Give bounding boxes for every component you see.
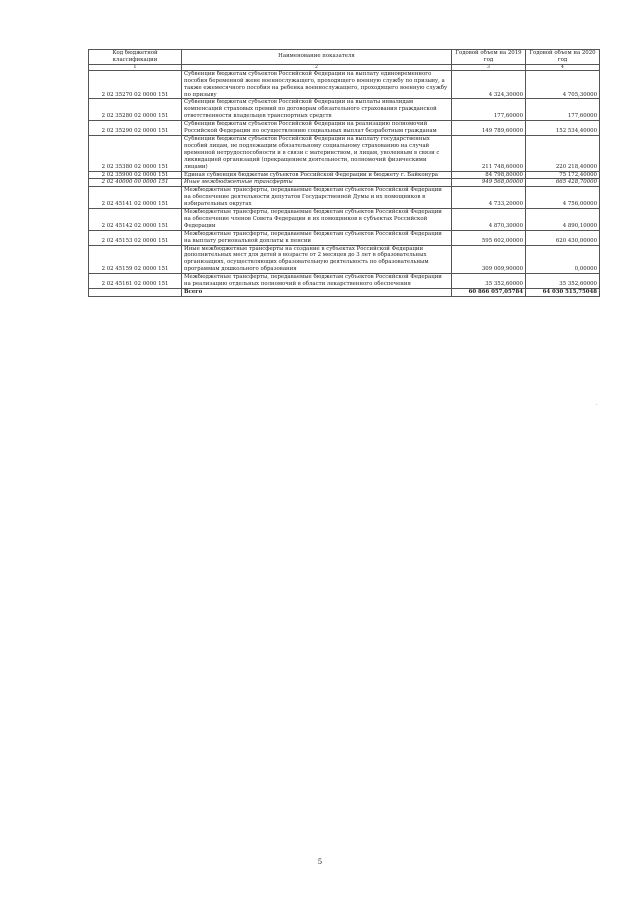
- header-2019: Годовой объем на 2019 год: [452, 50, 526, 65]
- value-2020-cell: 35 352,60000: [526, 274, 600, 289]
- value-2020-cell: 152 534,40000: [526, 121, 600, 136]
- value-2019-cell: 4 870,30000: [452, 209, 526, 231]
- total-code-cell: [89, 289, 182, 297]
- name-cell: Межбюджетные трансферты, передаваемые бюджетам субъектов Российской Федерации на выплату региональной доплаты к пенсии: [182, 230, 452, 245]
- value-2019-cell: 149 789,60000: [452, 121, 526, 136]
- column-number: 3: [452, 64, 526, 70]
- code-cell: 2 02 35290 02 0000 151: [89, 121, 182, 136]
- table-row: [89, 135, 600, 171]
- table-row: [89, 121, 600, 136]
- column-number: 4: [526, 64, 600, 70]
- code-cell: 2 02 35280 02 0000 151: [89, 99, 182, 121]
- value-2019-cell: 4 733,20000: [452, 187, 526, 209]
- value-2020-cell: 665 428,70000: [526, 179, 600, 187]
- table-row: [89, 209, 600, 231]
- table-row: [89, 274, 600, 289]
- value-2020-cell: 4 756,00000: [526, 187, 600, 209]
- code-cell: 2 02 35270 02 0000 151: [89, 70, 182, 99]
- value-2020-cell: 220 218,40000: [526, 135, 600, 171]
- value-2020-cell: 4 890,10000: [526, 209, 600, 231]
- name-cell: Субвенции бюджетам субъектов Российской Федерации на реализацию полномочий Российской Федерации по осуществлению социальных выплат безработным гражданам: [182, 121, 452, 136]
- table-row: [89, 179, 600, 187]
- code-cell: 2 02 45142 02 0000 151: [89, 209, 182, 231]
- value-2019-cell: 309 009,90000: [452, 245, 526, 274]
- header-2020: Годовой объем на 2020 год: [526, 50, 600, 65]
- value-2019-cell: 84 798,80000: [452, 171, 526, 179]
- value-2019-cell: 177,60000: [452, 99, 526, 121]
- total-2020: 64 030 515,75048: [526, 289, 600, 297]
- code-cell: 2 02 45161 02 0000 151: [89, 274, 182, 289]
- budget-table: [88, 49, 600, 297]
- value-2020-cell: 620 430,00000: [526, 230, 600, 245]
- value-2019-cell: 211 748,60000: [452, 135, 526, 171]
- header-name: Наименование показателя: [182, 50, 452, 65]
- total-row: [89, 289, 600, 297]
- table-row: [89, 70, 600, 99]
- value-2020-cell: 177,60000: [526, 99, 600, 121]
- total-label: Всего: [182, 289, 452, 297]
- code-cell: 2 02 35900 02 0000 151: [89, 171, 182, 179]
- name-cell: Субвенции бюджетам субъектов Российской Федерации на выплату единовременного пособия беременной жене военнослужащего, проходящего военную службу по призыву, а также ежемесячного пособия на ребенка военнослужащего, проходящего военную службу по призыву: [182, 70, 452, 99]
- margin-mark: ·: [596, 402, 598, 408]
- value-2020-cell: 4 705,30000: [526, 70, 600, 99]
- name-cell: Единая субвенция бюджетам субъектов Российской Федерации и бюджету г. Байконура: [182, 171, 452, 179]
- code-cell: 2 02 45141 02 0000 151: [89, 187, 182, 209]
- code-cell: 2 02 35380 02 0000 151: [89, 135, 182, 171]
- table-header-row: [89, 50, 600, 65]
- name-cell: Иные межбюджетные трансферты на создание в субъектах Российской Федерации дополнительных мест для детей в возрасте от 2 месяцев до 3 лет в образовательных организациях, осуществляющих образовательную деятельность по образовательным программам дошкольного образования: [182, 245, 452, 274]
- name-cell: Межбюджетные трансферты, передаваемые бюджетам субъектов Российской Федерации на реализацию отдельных полномочий в области лекарственного обеспечения: [182, 274, 452, 289]
- name-cell: Межбюджетные трансферты, передаваемые бюджетам субъектов Российской Федерации на обеспечение членов Совета Федерации и их помощников в субъектах Российской Федерации: [182, 209, 452, 231]
- name-cell: Иные межбюджетные трансферты: [182, 179, 452, 187]
- code-cell: 2 02 45153 02 0000 151: [89, 230, 182, 245]
- value-2020-cell: 75 172,40000: [526, 171, 600, 179]
- table-row: [89, 99, 600, 121]
- value-2019-cell: 4 324,30000: [452, 70, 526, 99]
- column-number: 2: [182, 64, 452, 70]
- name-cell: Субвенции бюджетам субъектов Российской Федерации на выплаты инвалидам компенсаций страховых премий по договорам обязательного страхования гражданской ответственности владельцев транспортных средств: [182, 99, 452, 121]
- value-2019-cell: 35 352,60000: [452, 274, 526, 289]
- table-row: [89, 171, 600, 179]
- header-code: Код бюджетной классификации: [89, 50, 182, 65]
- total-2019: 60 866 057,05784: [452, 289, 526, 297]
- value-2020-cell: 0,00000: [526, 245, 600, 274]
- table-row: [89, 245, 600, 274]
- page-number: 5: [317, 858, 323, 866]
- name-cell: Субвенции бюджетам субъектов Российской Федерации на выплату государственных пособий лицам, не подлежащим обязательному социальному страхованию на случай временной нетрудоспособности и в связи с материнством, и лицам, уволенным в связи с ликвидацией организаций (прекращением деятельности, полномочий физическими лицами): [182, 135, 452, 171]
- code-cell: 2 02 45159 02 0000 151: [89, 245, 182, 274]
- code-cell: 2 02 40000 00 0000 151: [89, 179, 182, 187]
- name-cell: Межбюджетные трансферты, передаваемые бюджетам субъектов Российской Федерации на обеспечение деятельности депутатов Государственной Думы и их помощников в избирательных округах: [182, 187, 452, 209]
- table-row: [89, 187, 600, 209]
- column-number: 1: [89, 64, 182, 70]
- value-2019-cell: 595 602,00000: [452, 230, 526, 245]
- value-2019-cell: 949 568,00000: [452, 179, 526, 187]
- table-row: [89, 230, 600, 245]
